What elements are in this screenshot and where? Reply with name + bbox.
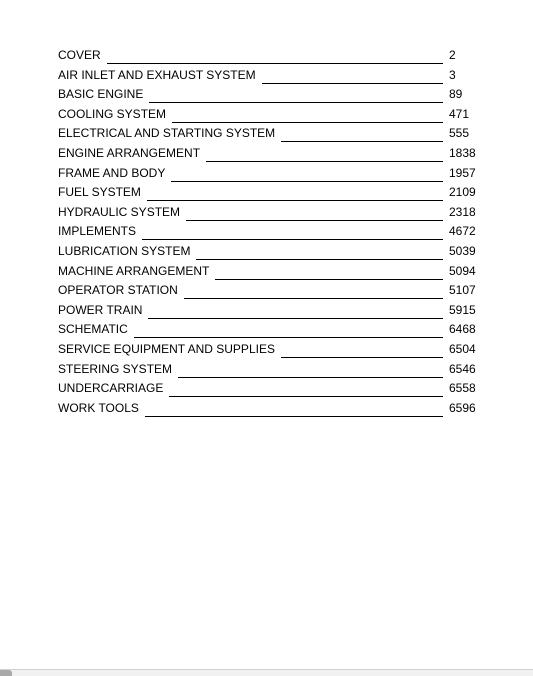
toc-entry-label: SERVICE EQUIPMENT AND SUPPLIES — [58, 341, 275, 356]
toc-entry[interactable] — [58, 184, 483, 204]
toc-entry-page: 2318 — [449, 204, 476, 219]
toc-leader-line — [142, 239, 443, 240]
toc-entry-page: 5039 — [449, 243, 476, 258]
toc-entry[interactable] — [58, 380, 483, 400]
toc-entry-label: OPERATOR STATION — [58, 283, 178, 298]
toc-entry[interactable] — [58, 223, 483, 243]
toc-leader-line — [145, 416, 443, 417]
toc-entry-label: UNDERCARRIAGE — [58, 381, 164, 396]
toc-leader-line — [149, 102, 443, 103]
toc-entry-label: FRAME AND BODY — [58, 165, 166, 180]
toc-entry-label: COOLING SYSTEM — [58, 106, 167, 121]
toc-entry[interactable] — [58, 321, 483, 341]
toc-entry-page: 5107 — [449, 283, 476, 298]
toc-entry-label: POWER TRAIN — [58, 302, 143, 317]
toc-entry[interactable] — [58, 302, 483, 322]
toc-entry[interactable] — [58, 165, 483, 185]
toc-entry-label: WORK TOOLS — [58, 400, 139, 415]
toc-entry-page: 6558 — [449, 381, 476, 396]
toc-entry-label: LUBRICATION SYSTEM — [58, 243, 191, 258]
toc-entry-page: 5915 — [449, 302, 476, 317]
toc-leader-line — [107, 63, 443, 64]
toc-leader-line — [178, 377, 443, 378]
toc-leader-line — [215, 279, 443, 280]
toc-leader-line — [172, 122, 443, 123]
toc-entry-page: 89 — [449, 87, 463, 102]
toc-entry-page: 6504 — [449, 341, 476, 356]
toc-entry[interactable] — [58, 282, 483, 302]
toc-entry-page: 2 — [449, 48, 456, 62]
toc-entry-label: ELECTRICAL AND STARTING SYSTEM — [58, 126, 276, 141]
toc-entry-label: BASIC ENGINE — [58, 87, 144, 102]
toc-entry[interactable] — [58, 47, 483, 67]
toc-leader-line — [171, 181, 443, 182]
horizontal-scrollbar[interactable] — [0, 669, 533, 676]
toc-entry-page: 6468 — [449, 322, 476, 337]
toc-entry-label: COVER — [58, 48, 101, 62]
toc-leader-line — [186, 220, 443, 221]
toc-entry-page: 5094 — [449, 263, 476, 278]
toc-entry-page: 1838 — [449, 145, 476, 160]
toc-leader-line — [148, 318, 443, 319]
toc-leader-line — [147, 200, 443, 201]
toc-leader-line — [281, 141, 443, 142]
toc-entry-page: 6546 — [449, 361, 476, 376]
toc-entry-page: 555 — [449, 126, 470, 141]
toc-entry-page: 6596 — [449, 400, 476, 415]
toc-entry[interactable] — [58, 263, 483, 283]
toc-entry-page: 1957 — [449, 165, 476, 180]
toc-entry[interactable] — [58, 204, 483, 224]
toc-leader-line — [262, 83, 443, 84]
toc-entry[interactable] — [58, 67, 483, 87]
toc-entry-page: 2109 — [449, 185, 476, 200]
toc-entry-label: HYDRAULIC SYSTEM — [58, 204, 181, 219]
toc-leader-line — [184, 298, 443, 299]
toc-leader-line — [196, 259, 443, 260]
toc-entry[interactable] — [58, 243, 483, 263]
toc-entry-label: FUEL SYSTEM — [58, 185, 141, 200]
toc-entry[interactable] — [58, 145, 483, 165]
toc-entry-label: IMPLEMENTS — [58, 224, 137, 239]
toc-entry-label: STEERING SYSTEM — [58, 361, 173, 376]
toc-leader-line — [169, 396, 443, 397]
toc-entry[interactable] — [58, 341, 483, 361]
toc-entry[interactable] — [58, 361, 483, 381]
toc-entry-label: SCHEMATIC — [58, 322, 128, 337]
toc-entry-label: MACHINE ARRANGEMENT — [58, 263, 210, 278]
toc-entry-label: AIR INLET AND EXHAUST SYSTEM — [58, 67, 256, 82]
scrollbar-thumb[interactable] — [0, 670, 12, 676]
toc-entry-page: 471 — [449, 106, 470, 121]
toc-entry-page: 4672 — [449, 224, 476, 239]
toc-leader-line — [281, 357, 443, 358]
toc-entry-page: 3 — [449, 67, 456, 82]
toc-leader-line — [206, 161, 443, 162]
toc-entry[interactable] — [58, 86, 483, 106]
toc-entry[interactable] — [58, 106, 483, 126]
toc-entry-label: ENGINE ARRANGEMENT — [58, 145, 201, 160]
toc-entry[interactable] — [58, 125, 483, 145]
table-of-contents — [58, 47, 483, 419]
toc-leader-line — [134, 337, 443, 338]
toc-entry[interactable] — [58, 400, 483, 420]
